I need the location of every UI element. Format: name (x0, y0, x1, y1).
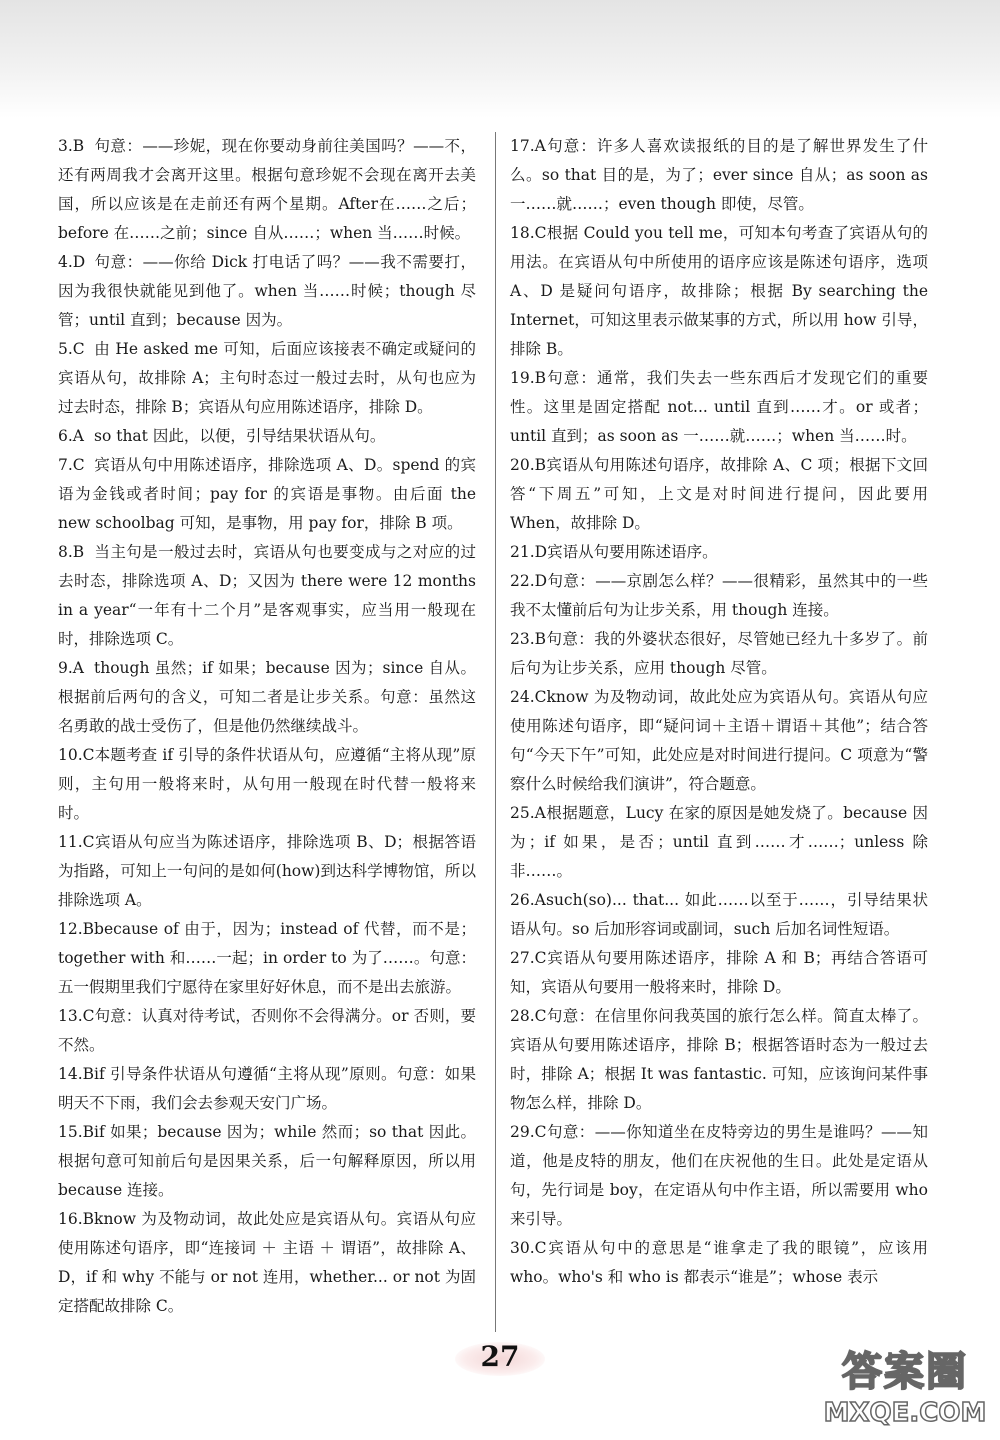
answer-item (510, 683, 928, 799)
answer-number: 20.B (510, 456, 547, 474)
answer-item (510, 364, 928, 451)
answer-number: 24.C (510, 688, 547, 706)
answer-item (510, 1118, 928, 1234)
answer-explanation: 句意：在信里你问我英国的旅行怎么样。简直太棒了。宾语从句要用陈述语序，排除 B；根据答语时态为一般过去时，排除 A；根据 It was fantastic. 可知，应该询问某件事物怎么样，排除 D。 (510, 1007, 928, 1112)
answer-item (510, 132, 928, 219)
answer-item (510, 538, 928, 567)
answer-explanation: 句意：认真对待考试，否则你不会得满分。or 否则，要不然。 (58, 1007, 476, 1054)
answer-number: 23.B (510, 630, 547, 648)
answer-explanation: 本题考查 if 引导的条件状语从句，应遵循“主将从现”原则，主句用一般将来时，从句用一般现在时代替一般将来时。 (58, 746, 476, 822)
answer-explanation: because of 由于，因为；instead of 代替，而不是；together with 和……一起；in order to 为了……。句意：五一假期里我们宁愿待在家里好好休息，而不是出去旅游。 (58, 920, 476, 996)
answer-item (510, 886, 928, 944)
right-column (510, 132, 928, 1332)
answer-number: 28.C (510, 1007, 547, 1025)
answer-item (510, 625, 928, 683)
answer-number: 10.C (58, 746, 95, 764)
answer-explanation: 宾语从句应当为陈述语序，排除选项 B、D；根据答语为指路，可知上一句问的是如何(how)到达科学博物馆，所以排除选项 A。 (58, 833, 476, 909)
answer-number: 16.B (58, 1210, 95, 1228)
answer-explanation: 宾语从句用陈述句语序，故排除 A、C 项；根据下文回答“下周五”可知，上文是对时间进行提问，因此要用 When，故排除 D。 (510, 456, 928, 532)
answer-number: 17.A (510, 137, 546, 155)
answer-number: 15.B (58, 1123, 95, 1141)
answer-item (510, 799, 928, 886)
answer-explanation: know 为及物动词，故此处应是宾语从句。宾语从句应使用陈述句语序，即“连接词 ＋ 主语 ＋ 谓语”，故排除 A、D，if 和 why 不能与 or not 连用，whether... or not 为固定搭配故排除 C。 (58, 1210, 476, 1315)
answer-explanation: 句意：许多人喜欢读报纸的目的是了解世界发生了什么。so that 目的是，为了；ever since 自从；as soon as 一……就……；even though 即使，尽管。 (510, 137, 928, 213)
answer-number: 25.A (510, 804, 546, 822)
answer-explanation: 根据 Could you tell me，可知本句考查了宾语从句的用法。在宾语从句中所使用的语序应该是陈述句语序，选项 A、D 是疑问句语序，故排除；根据 By searching the Internet，可知这里表示做某事的方式，所以用 how 引导，排除 B。 (510, 224, 928, 358)
answer-number: 12.B (58, 920, 95, 938)
answer-item (510, 451, 928, 538)
answer-explanation: 当主句是一般过去时，宾语从句也要变成与之对应的过去时态，排除选项 A、D；又因为 there were 12 months in a year“一年有十二个月”是客观事实，应当用一般现在时，排除选项 C。 (58, 543, 476, 648)
answer-number: 9.A (58, 659, 84, 677)
answer-explanation: 宾语从句中用陈述语序，排除选项 A、D。spend 的宾语为金钱或者时间；pay for 的宾语是事物。由后面 the new schoolbag 可知，是事物，用 pay for，排除 B 项。 (58, 456, 476, 532)
answer-number: 13.C (58, 1007, 95, 1025)
answer-explanation: 根据题意，Lucy 在家的原因是她发烧了。because 因为；if 如果，是否；until 直到……才……；unless 除非……。 (510, 804, 928, 880)
answer-number: 30.C (510, 1239, 547, 1257)
answer-explanation: 宾语从句中的意思是“谁拿走了我的眼镜”，应该用 who。who's 和 who is 都表示“谁是”；whose 表示 (510, 1239, 928, 1286)
answer-item (58, 538, 476, 654)
answer-page (58, 132, 938, 1332)
answer-explanation: 句意：——珍妮，现在你要动身前往美国吗？——不，还有两周我才会离开这里。根据句意珍妮不会现在离开去美国，所以应该是在走前还有两个星期。After在……之后；before 在……之前；since 自从……；when 当……时候。 (58, 137, 476, 242)
answer-number: 18.C (510, 224, 547, 242)
answer-number: 11.C (58, 833, 95, 851)
answer-number: 8.B (58, 543, 85, 561)
answer-number: 21.D (510, 543, 548, 561)
answer-item (58, 335, 476, 422)
answer-explanation: so that 因此，以便，引导结果状语从句。 (94, 427, 386, 445)
watermark-domain: MXQE.COM (823, 1398, 987, 1428)
answer-explanation: 宾语从句要用陈述语序，排除 A 和 B；再结合答语可知，宾语从句要用一般将来时，排除 D。 (510, 949, 928, 996)
answer-explanation: 句意：通常，我们失去一些东西后才发现它们的重要性。这里是固定搭配 not... until 直到……才。or 或者；until 直到；as soon as 一……就……；when 当……时。 (510, 369, 928, 445)
answer-item (58, 1205, 476, 1321)
answer-item (510, 944, 928, 1002)
answer-explanation: though 虽然；if 如果；because 因为；since 自从。根据前后两句的含义，可知二者是让步关系。句意：虽然这名勇敢的战士受伤了，但是他仍然继续战斗。 (58, 659, 476, 735)
answer-number: 29.C (510, 1123, 547, 1141)
answer-item (58, 248, 476, 335)
answer-number: 14.B (58, 1065, 95, 1083)
answer-explanation: 宾语从句要用陈述语序。 (547, 543, 718, 561)
answer-explanation: 句意：——你知道坐在皮特旁边的男生是谁吗？——知道，他是皮特的朋友，他们在庆祝他的生日。此处是定语从句，先行词是 boy，在定语从句中作主语，所以需要用 who 来引导。 (510, 1123, 928, 1228)
answer-explanation: 由 He asked me 可知，后面应该接表不确定或疑问的宾语从句，故排除 A；主句时态过一般过去时，从句也应为过去时态，排除 B；宾语从句应用陈述语序，排除 D。 (58, 340, 476, 416)
answer-explanation: know 为及物动词，故此处应为宾语从句。宾语从句应使用陈述句语序，即“疑问词＋主语＋谓语＋其他”；结合答句“今天下午”可知，此处应是对时间进行提问。C 项意为“警察什么时候给我们演讲”，符合题意。 (510, 688, 928, 793)
answer-number: 19.B (510, 369, 547, 387)
watermark-logo: 答案圈 (842, 1349, 968, 1395)
answer-item (58, 422, 476, 451)
answer-item (58, 451, 476, 538)
answer-number: 5.C (58, 340, 85, 358)
page-number: 27 (480, 1340, 520, 1373)
answer-number: 4.D (58, 253, 86, 271)
answer-item (58, 132, 476, 248)
answer-explanation: 句意：我的外婆状态很好，尽管她已经九十多岁了。前后句为让步关系，应用 though 尽管。 (510, 630, 928, 677)
answer-item (510, 1002, 928, 1118)
answer-explanation: if 引导条件状语从句遵循“主将从现”原则。句意：如果明天不下雨，我们会去参观天安门广场。 (58, 1065, 476, 1112)
answer-number: 27.C (510, 949, 547, 967)
watermark (820, 1340, 990, 1432)
answer-number: 7.C (58, 456, 85, 474)
answer-item (510, 219, 928, 364)
answer-item (58, 828, 476, 915)
left-column (58, 132, 476, 1332)
answer-number: 6.A (58, 427, 84, 445)
answer-item (58, 915, 476, 1002)
top-scan-shade (0, 0, 1000, 118)
answer-item (510, 567, 928, 625)
column-divider (495, 132, 496, 1332)
answer-number: 26.A (510, 891, 546, 909)
answer-item (58, 1002, 476, 1060)
answer-item (58, 654, 476, 741)
answer-explanation: such(so)... that... 如此……以至于……，引导结果状语从句。so 后加形容词或副词，such 后加名词性短语。 (510, 891, 928, 938)
answer-item (58, 1118, 476, 1205)
answer-explanation: 句意：——京剧怎么样？——很精彩，虽然其中的一些我不太懂前后句为让步关系，用 though 连接。 (510, 572, 928, 619)
answer-item (58, 1060, 476, 1118)
answer-item (510, 1234, 928, 1292)
answer-item (58, 741, 476, 828)
answer-explanation: 句意：——你给 Dick 打电话了吗？——我不需要打，因为我很快就能见到他了。when 当……时候；though 尽管；until 直到；because 因为。 (58, 253, 476, 329)
answer-number: 3.B (58, 137, 85, 155)
answer-explanation: if 如果；because 因为；while 然而；so that 因此。根据句意可知前后句是因果关系，后一句解释原因，所以用 because 连接。 (58, 1123, 476, 1199)
answer-number: 22.D (510, 572, 548, 590)
